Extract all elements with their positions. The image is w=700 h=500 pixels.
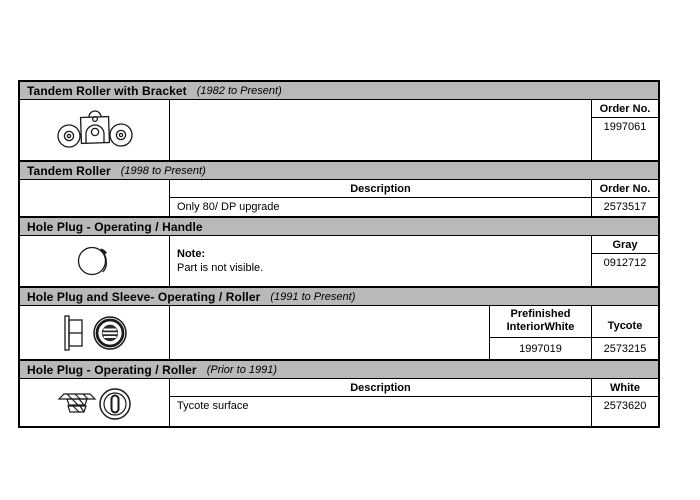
section-title: Tandem Roller with Bracket [27, 83, 187, 98]
section-date: (1998 to Present) [120, 164, 206, 177]
parts-table [18, 80, 660, 428]
column-header: Order No. [591, 180, 658, 197]
empty-cell [170, 100, 591, 160]
header-row [170, 379, 658, 397]
part-image-cell [20, 236, 170, 286]
prefinished-interior-white-column [489, 306, 591, 359]
hole-plug-and-sleeve-drawing [55, 310, 135, 356]
section-title: Hole Plug - Operating / Roller [27, 362, 197, 377]
empty-image-cell [20, 180, 170, 216]
hole-plug-drawing [75, 243, 115, 279]
section-date: (1982 to Present) [196, 84, 282, 97]
description-and-order-area [170, 180, 658, 216]
section-body [20, 306, 658, 359]
order-number-column [591, 236, 658, 286]
section-header-hole-plug-roller [20, 359, 658, 379]
filler-row [170, 415, 658, 426]
description-header: Description [350, 182, 411, 195]
empty-cell [591, 415, 658, 426]
description-text: Only 80/ DP upgrade [177, 201, 280, 213]
order-number: 1997061 [603, 121, 647, 133]
header-row [170, 180, 658, 198]
section-title: Hole Plug - Operating / Handle [27, 219, 203, 234]
section-body [20, 180, 658, 216]
section-title: Hole Plug and Sleeve- Operating / Roller [27, 289, 261, 304]
section-header-tandem-roller-with-bracket [20, 80, 658, 100]
value-row [170, 397, 658, 415]
note-cell [170, 236, 591, 286]
note-text: Part is not visible. [177, 262, 264, 274]
note-label: Note: [177, 248, 206, 260]
part-image-cell [20, 306, 170, 359]
section-date: (Prior to 1991) [206, 363, 277, 376]
column-header: Tycote [592, 306, 658, 338]
section-header-hole-plug-handle [20, 216, 658, 236]
section-body [20, 100, 658, 160]
empty-cell [170, 415, 591, 426]
description-header: Description [350, 381, 411, 394]
column-header: Gray [592, 236, 658, 254]
column-header: Prefinished InteriorWhite [490, 306, 591, 338]
section-title: Tandem Roller [27, 163, 111, 178]
section-header-hole-plug-and-sleeve [20, 286, 658, 306]
part-image-cell [20, 379, 170, 426]
order-number: 2573517 [591, 198, 658, 216]
section-date: (1991 to Present) [270, 290, 356, 303]
order-number: 1997019 [519, 342, 562, 355]
order-number: 0912712 [603, 257, 647, 269]
empty-cell [170, 306, 489, 359]
section-body [20, 379, 658, 426]
section-body [20, 236, 658, 286]
hole-plug-slotted-drawing [53, 383, 137, 423]
order-number: 2573215 [603, 342, 647, 355]
description-text: Tycote surface [177, 400, 249, 412]
column-header: White [591, 379, 658, 396]
part-image-cell [20, 100, 170, 160]
tandem-roller-with-bracket-drawing [55, 108, 135, 152]
column-header: Order No. [592, 100, 658, 118]
description-and-order-area [170, 379, 658, 426]
order-number: 2573620 [591, 397, 658, 415]
section-header-tandem-roller [20, 160, 658, 180]
value-row [170, 198, 658, 216]
tycote-column [591, 306, 658, 359]
order-number-column [591, 100, 658, 160]
